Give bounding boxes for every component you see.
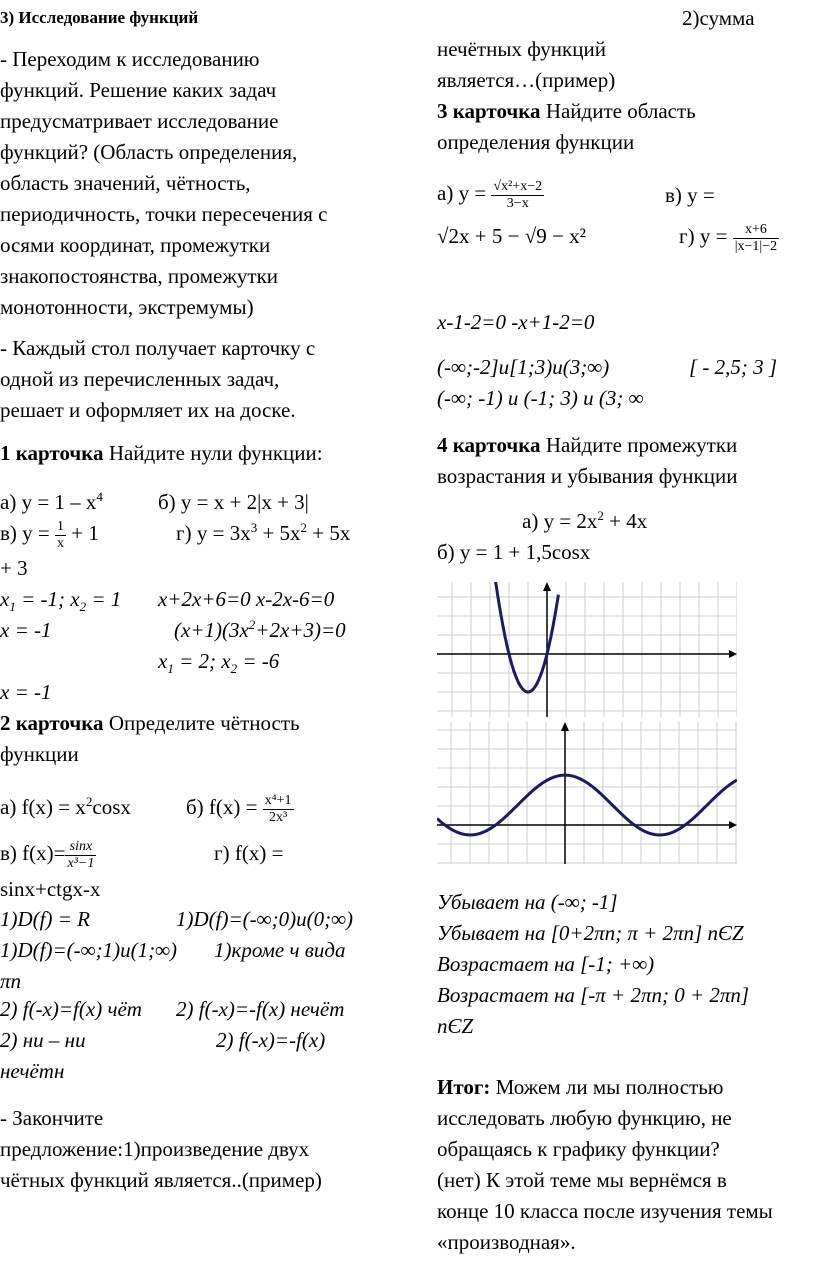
card1-item-b: б) y = x + 2|x + 3| xyxy=(158,490,309,514)
card2-sol-row: 1)D(f) = R xyxy=(0,907,90,931)
card2-sol-row: 2) f(-x)=-f(x) нечёт xyxy=(176,997,345,1021)
card1-solution-2a: x = -1 xyxy=(0,618,52,642)
intro-line: предусматривает исследование xyxy=(0,109,279,133)
parabola-grid xyxy=(437,582,737,717)
finish-line: чётных функций является..(пример) xyxy=(0,1168,322,1192)
card1-v-num: 1 xyxy=(57,518,65,534)
card2-b-prefix: б) f(x) = xyxy=(186,795,263,819)
card3-a-den: 3−x xyxy=(506,195,529,211)
card4-result: Убывает на [0+2πn; π + 2πn] nЄZ xyxy=(437,921,744,945)
card1-heading xyxy=(0,438,323,469)
card4-a-text: а) y = 2x xyxy=(522,509,598,533)
sol-x: x xyxy=(0,587,10,611)
card1-item-g xyxy=(176,518,350,549)
sol3-mid: = 2; x xyxy=(173,649,231,673)
card3-solution-1: x-1-2=0 -x+1-2=0 xyxy=(437,310,595,334)
card2-title: 2 карточка xyxy=(0,711,104,735)
card3-a-prefix: а) y = xyxy=(437,181,492,205)
card3-task: Найдите область xyxy=(540,99,696,123)
parabola-graph xyxy=(437,582,737,717)
card4-heading xyxy=(437,430,737,461)
x-axis-arrow-icon xyxy=(729,650,737,658)
card2-sol-row: 2) ни – ни xyxy=(0,1028,86,1052)
card2-item-g: г) f(x) = xyxy=(214,841,284,865)
intro-line: область значений, чётность, xyxy=(0,171,251,195)
intro-line: знакопостоянства, промежутки xyxy=(0,264,279,288)
card4-result: Возрастает на [-π + 2πn; 0 + 2πn] xyxy=(437,983,750,1007)
card1-v-suffix: + 1 xyxy=(66,521,99,545)
card1-g-a: г) y = 3x xyxy=(176,521,251,545)
card1-solution-1: $x_1 = -1$; $x_2 = 1$ xyxy=(0,587,122,615)
card1-g-wrap: + 3 xyxy=(0,556,28,580)
summary-line: обращаясь к графику функции? xyxy=(437,1137,720,1161)
card1-solution-2b xyxy=(174,615,346,646)
sol3-x: x xyxy=(158,649,168,673)
card4-item-b: б) y = 1 + 1,5cosx xyxy=(437,540,591,564)
cosine-graph xyxy=(437,722,737,864)
card3-g-fraction xyxy=(733,222,779,255)
intro-line: функций? (Область определения, xyxy=(0,140,298,164)
card4-item-a xyxy=(522,506,647,537)
card2-heading xyxy=(0,708,300,739)
card2-task-2: функции xyxy=(0,742,79,766)
card4-task: Найдите промежутки xyxy=(540,433,738,457)
card1-item-a xyxy=(0,487,103,518)
card1-v-fraction xyxy=(55,519,66,552)
card2-b-num: x⁴+1 xyxy=(264,792,292,808)
desk-line: решает и оформляет их на доске. xyxy=(0,398,296,422)
card1-item-v xyxy=(0,518,99,552)
card2-b-fraction xyxy=(263,793,294,826)
card2-item-a xyxy=(0,792,131,823)
card3-v-wrap: √2x + 5 − √9 − x² xyxy=(437,224,586,248)
card2-v-prefix: в) f(x)= xyxy=(0,841,66,865)
card2-sol-row: 1)D(f)=(-∞;1)u(1;∞) xyxy=(0,938,178,962)
card2-sol-row: 1)кроме ч вида xyxy=(214,938,346,962)
card4-result: Возрастает на [-1; +∞) xyxy=(437,952,655,976)
card2-sol-row: нечётн xyxy=(0,1059,65,1083)
parabola-curve xyxy=(495,582,559,692)
card3-a-num: √x²+x−2 xyxy=(493,178,543,194)
card3-solution-2b: [ - 2,5; 3 ] xyxy=(689,355,778,379)
card3-a-fraction xyxy=(491,179,544,212)
sol2b-end: +2x+3)=0 xyxy=(255,618,346,642)
card2-item-b xyxy=(186,792,294,826)
card1-v-den: x xyxy=(57,535,65,551)
summary-first-line xyxy=(437,1072,723,1103)
card1-a-text: а) y = 1 – x xyxy=(0,490,97,514)
card1-solution-3: $x_1 = 2$; $x_2 = -6$ xyxy=(158,649,280,677)
card2-task: Определите чётность xyxy=(103,711,300,735)
card3-solution-2a: (-∞;-2]u[1;3)u(3;∞) xyxy=(437,355,610,379)
card1-g-e2: 2 xyxy=(300,520,308,535)
card3-heading xyxy=(437,96,696,127)
card1-g-e1: 3 xyxy=(250,520,258,535)
card1-a-exp: 4 xyxy=(96,489,103,504)
card2-a-end: cosx xyxy=(92,795,131,819)
card1-task: Найдите нули функции: xyxy=(103,441,323,465)
card3-item-a xyxy=(437,178,544,212)
intro-line: функций. Решение каких задач xyxy=(0,78,277,102)
card3-g-prefix: г) y = xyxy=(679,224,733,248)
section-title: 3) Исследование функций xyxy=(0,8,199,27)
card2-sol-row: πn xyxy=(0,969,22,993)
card3-g-den: |x−1|−2 xyxy=(734,238,778,254)
top-line: 2)сумма xyxy=(682,6,755,30)
card4-result: nЄZ xyxy=(437,1014,474,1038)
finish-line: - Закончите xyxy=(0,1106,104,1130)
card3-g-num: x+6 xyxy=(733,222,779,239)
sol3-end: = -6 xyxy=(237,649,280,673)
card2-sol-row: 2) f(-x)=-f(x) xyxy=(216,1028,326,1052)
card1-v-prefix: в) y = xyxy=(0,521,56,545)
card4-title: 4 карточка xyxy=(437,433,541,457)
intro-line: - Переходим к исследованию xyxy=(0,47,260,71)
top-line: нечётных функций xyxy=(437,37,606,61)
card3-title: 3 карточка xyxy=(437,99,541,123)
card1-title: 1 карточка xyxy=(0,441,104,465)
summary-line: конце 10 класса после изучения темы xyxy=(437,1199,773,1223)
y-axis-arrow-icon xyxy=(561,722,569,731)
summary-label: Итог: xyxy=(437,1075,491,1099)
desk-line: одной из перечисленных задач, xyxy=(0,367,280,391)
card2-v-fraction xyxy=(65,839,96,872)
summary-line: «производная». xyxy=(437,1230,576,1254)
sol-rest2: = 1 xyxy=(86,587,122,611)
cosine-curve xyxy=(437,775,737,835)
intro-line: периодичность, точки пересечения с xyxy=(0,202,328,226)
card2-a-text: а) f(x) = x xyxy=(0,795,86,819)
card3-item-v: в) y = xyxy=(665,183,715,207)
card2-sol-row: 1)D(f)=(-∞;0)u(0;∞) xyxy=(176,907,354,931)
card4-task-2: возрастания и убывания функции xyxy=(437,464,738,488)
card2-v-num: sinx xyxy=(65,839,96,856)
cosine-grid xyxy=(437,722,737,864)
sol2b-text: (x+1)(3x xyxy=(174,618,249,642)
card1-g-end: + 5x xyxy=(307,521,351,545)
y-axis-arrow-icon xyxy=(543,582,551,591)
desk-line: - Каждый стол получает карточку с xyxy=(0,336,316,360)
card4-result: Убывает на (-∞; -1] xyxy=(437,890,618,914)
card2-v-den: x³−1 xyxy=(67,855,95,871)
card1-g-mid: + 5x xyxy=(257,521,301,545)
card2-sol-row: 2) f(-x)=f(x) чёт xyxy=(0,997,142,1021)
card3-item-g xyxy=(679,221,779,255)
card4-a-exp: 2 xyxy=(597,508,604,523)
card1-solution-1b: x+2x+6=0 x-2x-6=0 xyxy=(158,587,335,611)
sol2b-exp: 2 xyxy=(248,617,256,632)
card1-solution-4: x = -1 xyxy=(0,680,52,704)
summary-line: исследовать любую функцию, не xyxy=(437,1106,732,1130)
intro-line: осями координат, промежутки xyxy=(0,233,271,257)
card2-g-wrap: sinx+ctgx-x xyxy=(0,877,101,901)
card4-a-end: + 4x xyxy=(603,509,648,533)
top-line: является…(пример) xyxy=(437,68,616,92)
card2-a-exp: 2 xyxy=(85,794,93,809)
finish-line: предложение:1)произведение двух xyxy=(0,1137,310,1161)
card3-solution-3: (-∞; -1) u (-1; 3) u (3; ∞ xyxy=(437,386,644,410)
card2-item-v xyxy=(0,838,96,872)
sol-rest: = -1; x xyxy=(15,587,80,611)
card2-b-den: 2x³ xyxy=(269,809,288,825)
card3-task-2: определения функции xyxy=(437,130,635,154)
summary-line: (нет) К этой теме мы вернёмся в xyxy=(437,1168,727,1192)
summary-line: Можем ли мы полностью xyxy=(490,1075,724,1099)
intro-line: монотонности, экстремумы) xyxy=(0,295,254,319)
